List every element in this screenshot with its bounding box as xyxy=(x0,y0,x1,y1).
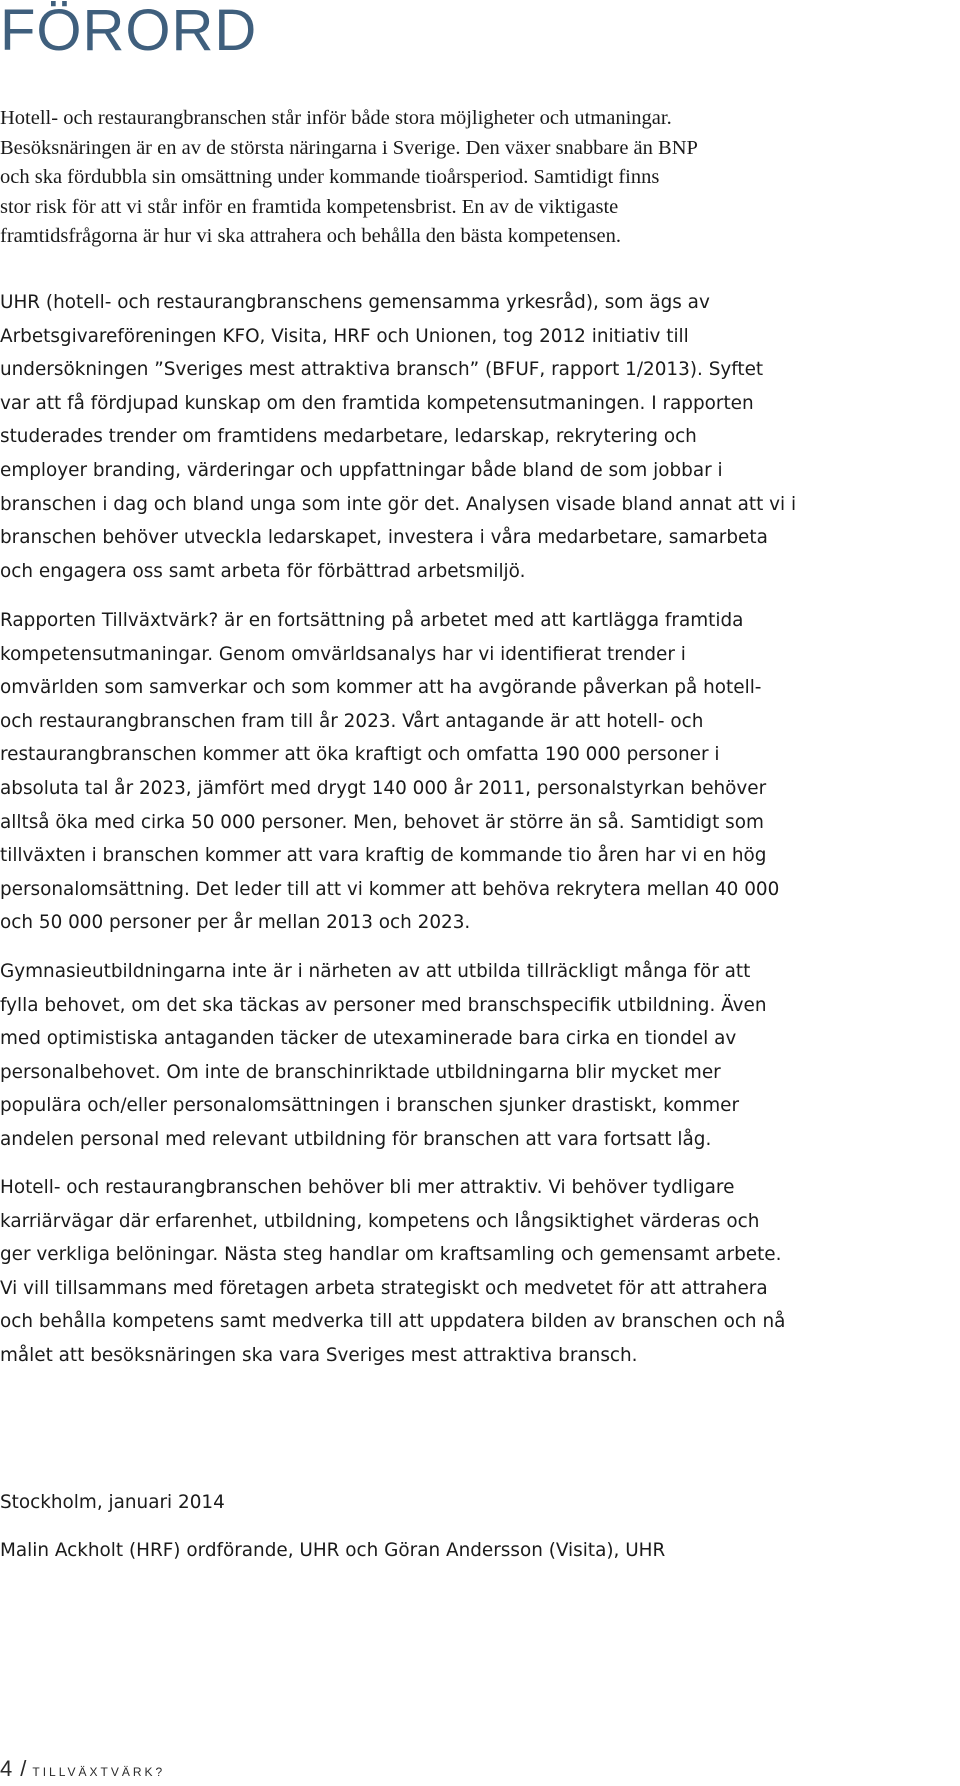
text-line: branschen i dag och bland unga som inte gör det. Analysen visade bland annat att vi i xyxy=(0,493,797,515)
body-paragraph-report xyxy=(0,604,958,940)
text-line: ger verkliga belöningar. Nästa steg handlar om kraftsamling och gemensamt arbete. xyxy=(0,1244,782,1266)
signature-names: Malin Ackholt (HRF) ordförande, UHR och Göran Andersson (Visita), UHR xyxy=(0,1540,666,1561)
text-line: personalbehovet. Om inte de branschinriktade utbildningarna blir mycket mer xyxy=(0,1061,721,1083)
text-line: Hotell- och restaurangbranschen behöver bli mer attraktiv. Vi behöver tydligare xyxy=(0,1177,735,1198)
text-line: employer branding, värderingar och uppfattningar både bland de som jobbar i xyxy=(0,459,723,481)
page-footer xyxy=(0,1756,165,1782)
text-line: med optimistiska antaganden täcker de utexaminerade bara cirka en tiondel av xyxy=(0,1028,737,1050)
text-line: andelen personal med relevant utbildning för branschen att vara fortsatt låg. xyxy=(0,1128,712,1150)
text-line: Arbetsgivareföreningen KFO, Visita, HRF och Unionen, tog 2012 initiativ till xyxy=(0,325,689,347)
text-line: och restaurangbranschen fram till år 2023. Vårt antagande är att hotell- och xyxy=(0,710,704,732)
text-line: undersökningen ”Sveriges mest attraktiva bransch” (BFUF, rapport 1/2013). Syftet xyxy=(0,359,764,381)
text-line: omvärlden som samverkar och som kommer att ha avgörande påverkan på hotell- xyxy=(0,677,762,699)
text-line: framtidsfrågorna är hur vi ska attrahera och behålla den bästa kompetensen. xyxy=(0,225,622,247)
footer-separator: / xyxy=(20,1756,27,1781)
text-line: tillväxten i branschen kommer att vara kraftig de kommande tio åren har vi en hög xyxy=(0,845,767,867)
body-paragraph-attractive xyxy=(0,1171,958,1373)
page-title: FÖRORD xyxy=(0,0,258,63)
text-line: karriärvägar där erfarenhet, utbildning, kompetens och långsiktighet värderas och xyxy=(0,1210,760,1232)
text-line: Besöksnäringen är en av de största näringarna i Sverige. Den växer snabbare än BNP xyxy=(0,136,698,159)
text-line: populära och/eller personalomsättningen i branschen sjunker drastiskt, kommer xyxy=(0,1095,740,1117)
text-line: var att få fördjupad kunskap om den framtida kompetensutmaningen. I rapporten xyxy=(0,392,754,414)
body-paragraph-education xyxy=(0,955,958,1157)
text-line: fylla behovet, om det ska täckas av personer med branschspecifik utbildning. Även xyxy=(0,994,767,1016)
text-line: målet att besöksnäringen ska vara Sveriges mest attraktiva bransch. xyxy=(0,1344,638,1366)
body-paragraph-uhr xyxy=(0,286,958,588)
text-line: och ska fördubbla sin omsättning under kommande tioårsperiod. Samtidigt finns xyxy=(0,166,660,188)
text-line: personalomsättning. Det leder till att vi kommer att behöva rekrytera mellan 40 000 xyxy=(0,878,780,900)
text-line: alltså öka med cirka 50 000 personer. Men, behovet är större än så. Samtidigt som xyxy=(0,811,764,833)
text-line: och engagera oss samt arbeta för förbättrad arbetsmiljö. xyxy=(0,560,526,582)
intro-paragraph xyxy=(0,104,958,252)
text-line: studerades trender om framtidens medarbetare, ledarskap, rekrytering och xyxy=(0,426,697,448)
publication-name: TILLVÄXTVÄRK? xyxy=(32,1765,166,1779)
text-line: och 50 000 personer per år mellan 2013 och 2023. xyxy=(0,912,471,934)
text-line: stor risk för att vi står inför en framtida kompetensbrist. En av de viktigaste xyxy=(0,195,619,218)
text-line: absoluta tal år 2023, jämfört med drygt 140 000 år 2011, personalstyrkan behöver xyxy=(0,777,767,799)
text-line: restaurangbranschen kommer att öka kraftigt och omfatta 190 000 personer i xyxy=(0,744,720,766)
page-number: 4 xyxy=(0,1756,13,1781)
text-line: Vi vill tillsammans med företagen arbeta strategiskt och medvetet för att attrahera xyxy=(0,1277,768,1299)
text-line: Gymnasieutbildningarna inte är i närheten av att utbilda tillräckligt många för att xyxy=(0,961,751,982)
text-line: och behålla kompetens samt medverka till att uppdatera bilden av branschen och nå xyxy=(0,1311,786,1333)
text-line: branschen behöver utveckla ledarskapet, investera i våra medarbetare, samarbeta xyxy=(0,527,768,549)
text-line: UHR (hotell- och restaurangbranschens gemensamma yrkesråd), som ägs av xyxy=(0,292,710,313)
text-line: Rapporten Tillväxtvärk? är en fortsättning på arbetet med att kartlägga framtida xyxy=(0,610,744,631)
signature-place-date: Stockholm, januari 2014 xyxy=(0,1492,225,1513)
text-line: kompetensutmaningar. Genom omvärldsanalys har vi identifierat trender i xyxy=(0,643,686,665)
text-line: Hotell- och restaurangbranschen står inför både stora möjligheter och utmaningar. xyxy=(0,107,672,129)
